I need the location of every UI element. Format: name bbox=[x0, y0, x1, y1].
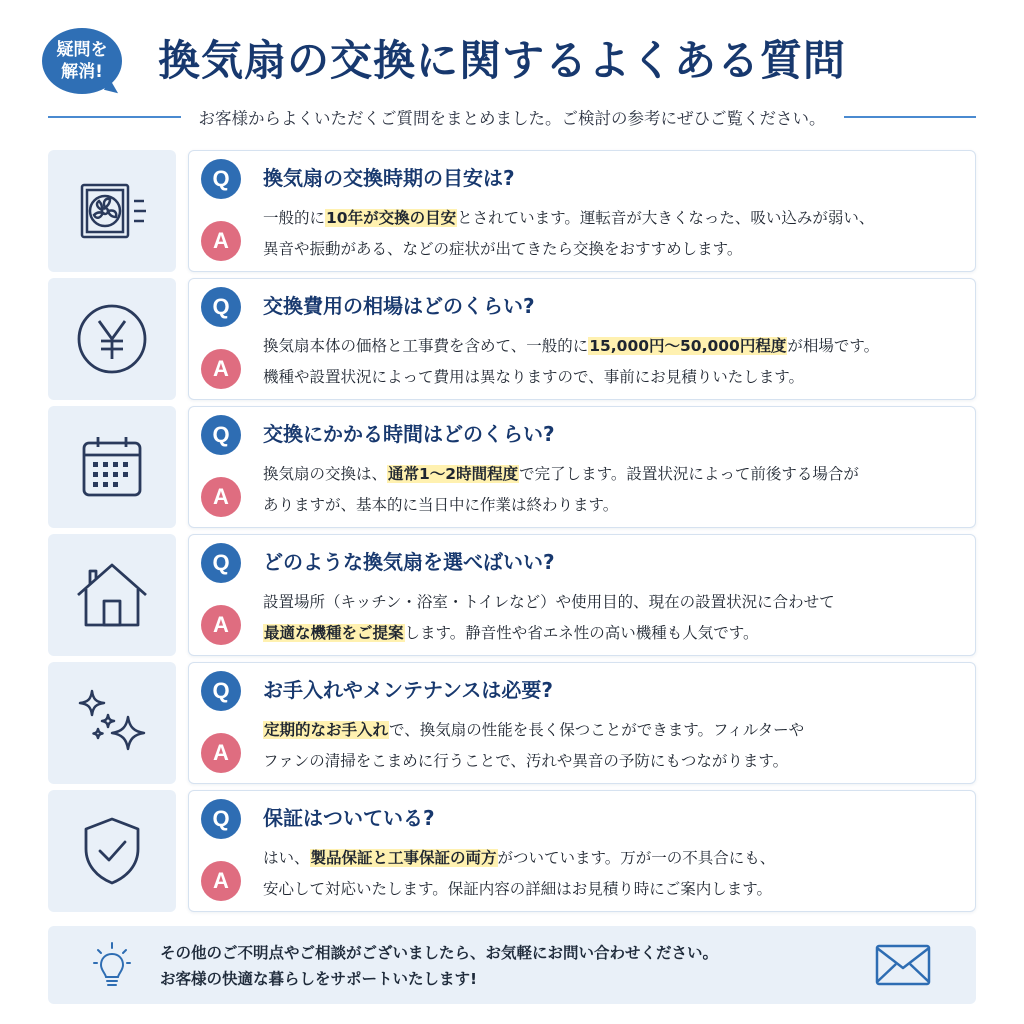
qa-card bbox=[188, 406, 976, 528]
qa-card bbox=[188, 790, 976, 912]
answer-highlight: 最適な機種をご提案 bbox=[264, 624, 404, 642]
question-marker: Q bbox=[201, 415, 241, 455]
footer-banner bbox=[48, 926, 976, 1004]
answer-text-part: はい、 bbox=[263, 849, 310, 867]
answer-line2: 機種や設置状況によって費用は異なりますので、事前にお見積りいたします。 bbox=[263, 368, 804, 386]
footer-text bbox=[160, 940, 718, 992]
answer-line2: 安心して対応いたします。保証内容の詳細はお見積り時にご案内します。 bbox=[263, 880, 773, 898]
badge-line1: 疑問を bbox=[56, 40, 108, 60]
page-title: 換気扇の交換に関するよくある質問 bbox=[158, 36, 847, 85]
question-text: どのような換気扇を選べばいい? bbox=[263, 550, 555, 574]
faq-item bbox=[48, 406, 976, 528]
faq-item bbox=[48, 790, 976, 912]
answer-text-part: で完了します。設置状況によって前後する場合が bbox=[519, 465, 859, 483]
sparkle-icon bbox=[72, 683, 152, 763]
question-marker: Q bbox=[201, 543, 241, 583]
badge-line2: 解消! bbox=[61, 62, 103, 82]
answer-line2: ファンの清掃をこまめに行うことで、汚れや異音の予防にもつながります。 bbox=[263, 752, 789, 770]
answer-text-part: します。静音性や省エネ性の高い機種も人気です。 bbox=[404, 624, 759, 642]
answer-marker: A bbox=[201, 477, 241, 517]
shield-check-icon bbox=[72, 811, 152, 891]
question-text: 保証はついている? bbox=[263, 806, 435, 830]
answer-text-part: 換気扇の交換は、 bbox=[263, 465, 388, 483]
faq-item bbox=[48, 278, 976, 400]
answer-marker: A bbox=[201, 605, 241, 645]
question-text: 交換にかかる時間はどのくらい? bbox=[263, 422, 555, 446]
faq-icon-box bbox=[48, 662, 176, 784]
question-text: 換気扇の交換時期の目安は? bbox=[263, 166, 515, 190]
calendar-icon bbox=[72, 427, 152, 507]
divider-right bbox=[844, 116, 977, 118]
question-marker: Q bbox=[201, 799, 241, 839]
question-text: 交換費用の相場はどのくらい? bbox=[263, 294, 535, 318]
faq-icon-box bbox=[48, 406, 176, 528]
faq-item bbox=[48, 150, 976, 272]
qa-card bbox=[188, 278, 976, 400]
answer-highlight: 通常1〜2時間程度 bbox=[388, 465, 519, 483]
lightbulb-icon bbox=[92, 940, 132, 990]
question-marker: Q bbox=[201, 671, 241, 711]
footer-line2: お客様の快適な暮らしをサポートいたします! bbox=[160, 970, 478, 988]
answer-text-part: で、換気扇の性能を長く保つことができます。フィルターや bbox=[389, 721, 805, 739]
faq-icon-box bbox=[48, 534, 176, 656]
footer-line1: その他のご不明点やご相談がございましたら、お気軽にお問い合わせください。 bbox=[160, 944, 719, 962]
answer-highlight: 製品保証と工事保証の両方 bbox=[310, 849, 497, 867]
answer-text-part: 換気扇本体の価格と工事費を含めて、一般的に bbox=[263, 337, 589, 355]
qa-card bbox=[188, 534, 976, 656]
question-text: お手入れやメンテナンスは必要? bbox=[263, 678, 554, 702]
answer-text-part: 一般的に bbox=[263, 209, 326, 227]
header-badge bbox=[42, 28, 122, 94]
fan-icon bbox=[72, 171, 152, 251]
answer-line2: ありますが、基本的に当日中に作業は終わります。 bbox=[263, 496, 619, 514]
subtitle-row bbox=[48, 104, 976, 130]
answer-line1: 設置場所（キッチン・浴室・トイレなど）や使用目的、現在の設置状況に合わせて bbox=[263, 593, 835, 611]
answer-text-part: が相場です。 bbox=[787, 337, 880, 355]
mail-icon bbox=[874, 942, 932, 988]
answer-text bbox=[263, 203, 963, 265]
house-icon bbox=[72, 555, 152, 635]
faq-icon-box bbox=[48, 790, 176, 912]
answer-text bbox=[263, 459, 963, 521]
answer-text bbox=[263, 843, 963, 905]
answer-text-part: とされています。運転音が大きくなった、吸い込みが弱い、 bbox=[457, 209, 875, 227]
answer-line2: 異音や振動がある、などの症状が出てきたら交換をおすすめします。 bbox=[263, 240, 743, 258]
faq-item bbox=[48, 534, 976, 656]
divider-left bbox=[48, 116, 181, 118]
answer-text-part: がついています。万が一の不具合にも、 bbox=[497, 849, 776, 867]
answer-marker: A bbox=[201, 221, 241, 261]
answer-highlight: 定期的なお手入れ bbox=[264, 721, 389, 739]
faq-item bbox=[48, 662, 976, 784]
answer-text bbox=[263, 715, 963, 777]
page-subtitle: お客様からよくいただくご質問をまとめました。ご検討の参考にぜひご覧ください。 bbox=[198, 109, 826, 128]
faq-icon-box bbox=[48, 150, 176, 272]
answer-marker: A bbox=[201, 861, 241, 901]
answer-highlight: 15,000円〜50,000円程度 bbox=[589, 337, 787, 355]
faq-list bbox=[48, 150, 976, 918]
answer-marker: A bbox=[201, 349, 241, 389]
yen-icon bbox=[72, 299, 152, 379]
answer-text bbox=[263, 331, 963, 393]
question-marker: Q bbox=[201, 287, 241, 327]
answer-highlight: 10年が交換の目安 bbox=[326, 209, 457, 227]
answer-text bbox=[263, 587, 963, 649]
faq-icon-box bbox=[48, 278, 176, 400]
answer-marker: A bbox=[201, 733, 241, 773]
question-marker: Q bbox=[201, 159, 241, 199]
qa-card bbox=[188, 150, 976, 272]
qa-card bbox=[188, 662, 976, 784]
